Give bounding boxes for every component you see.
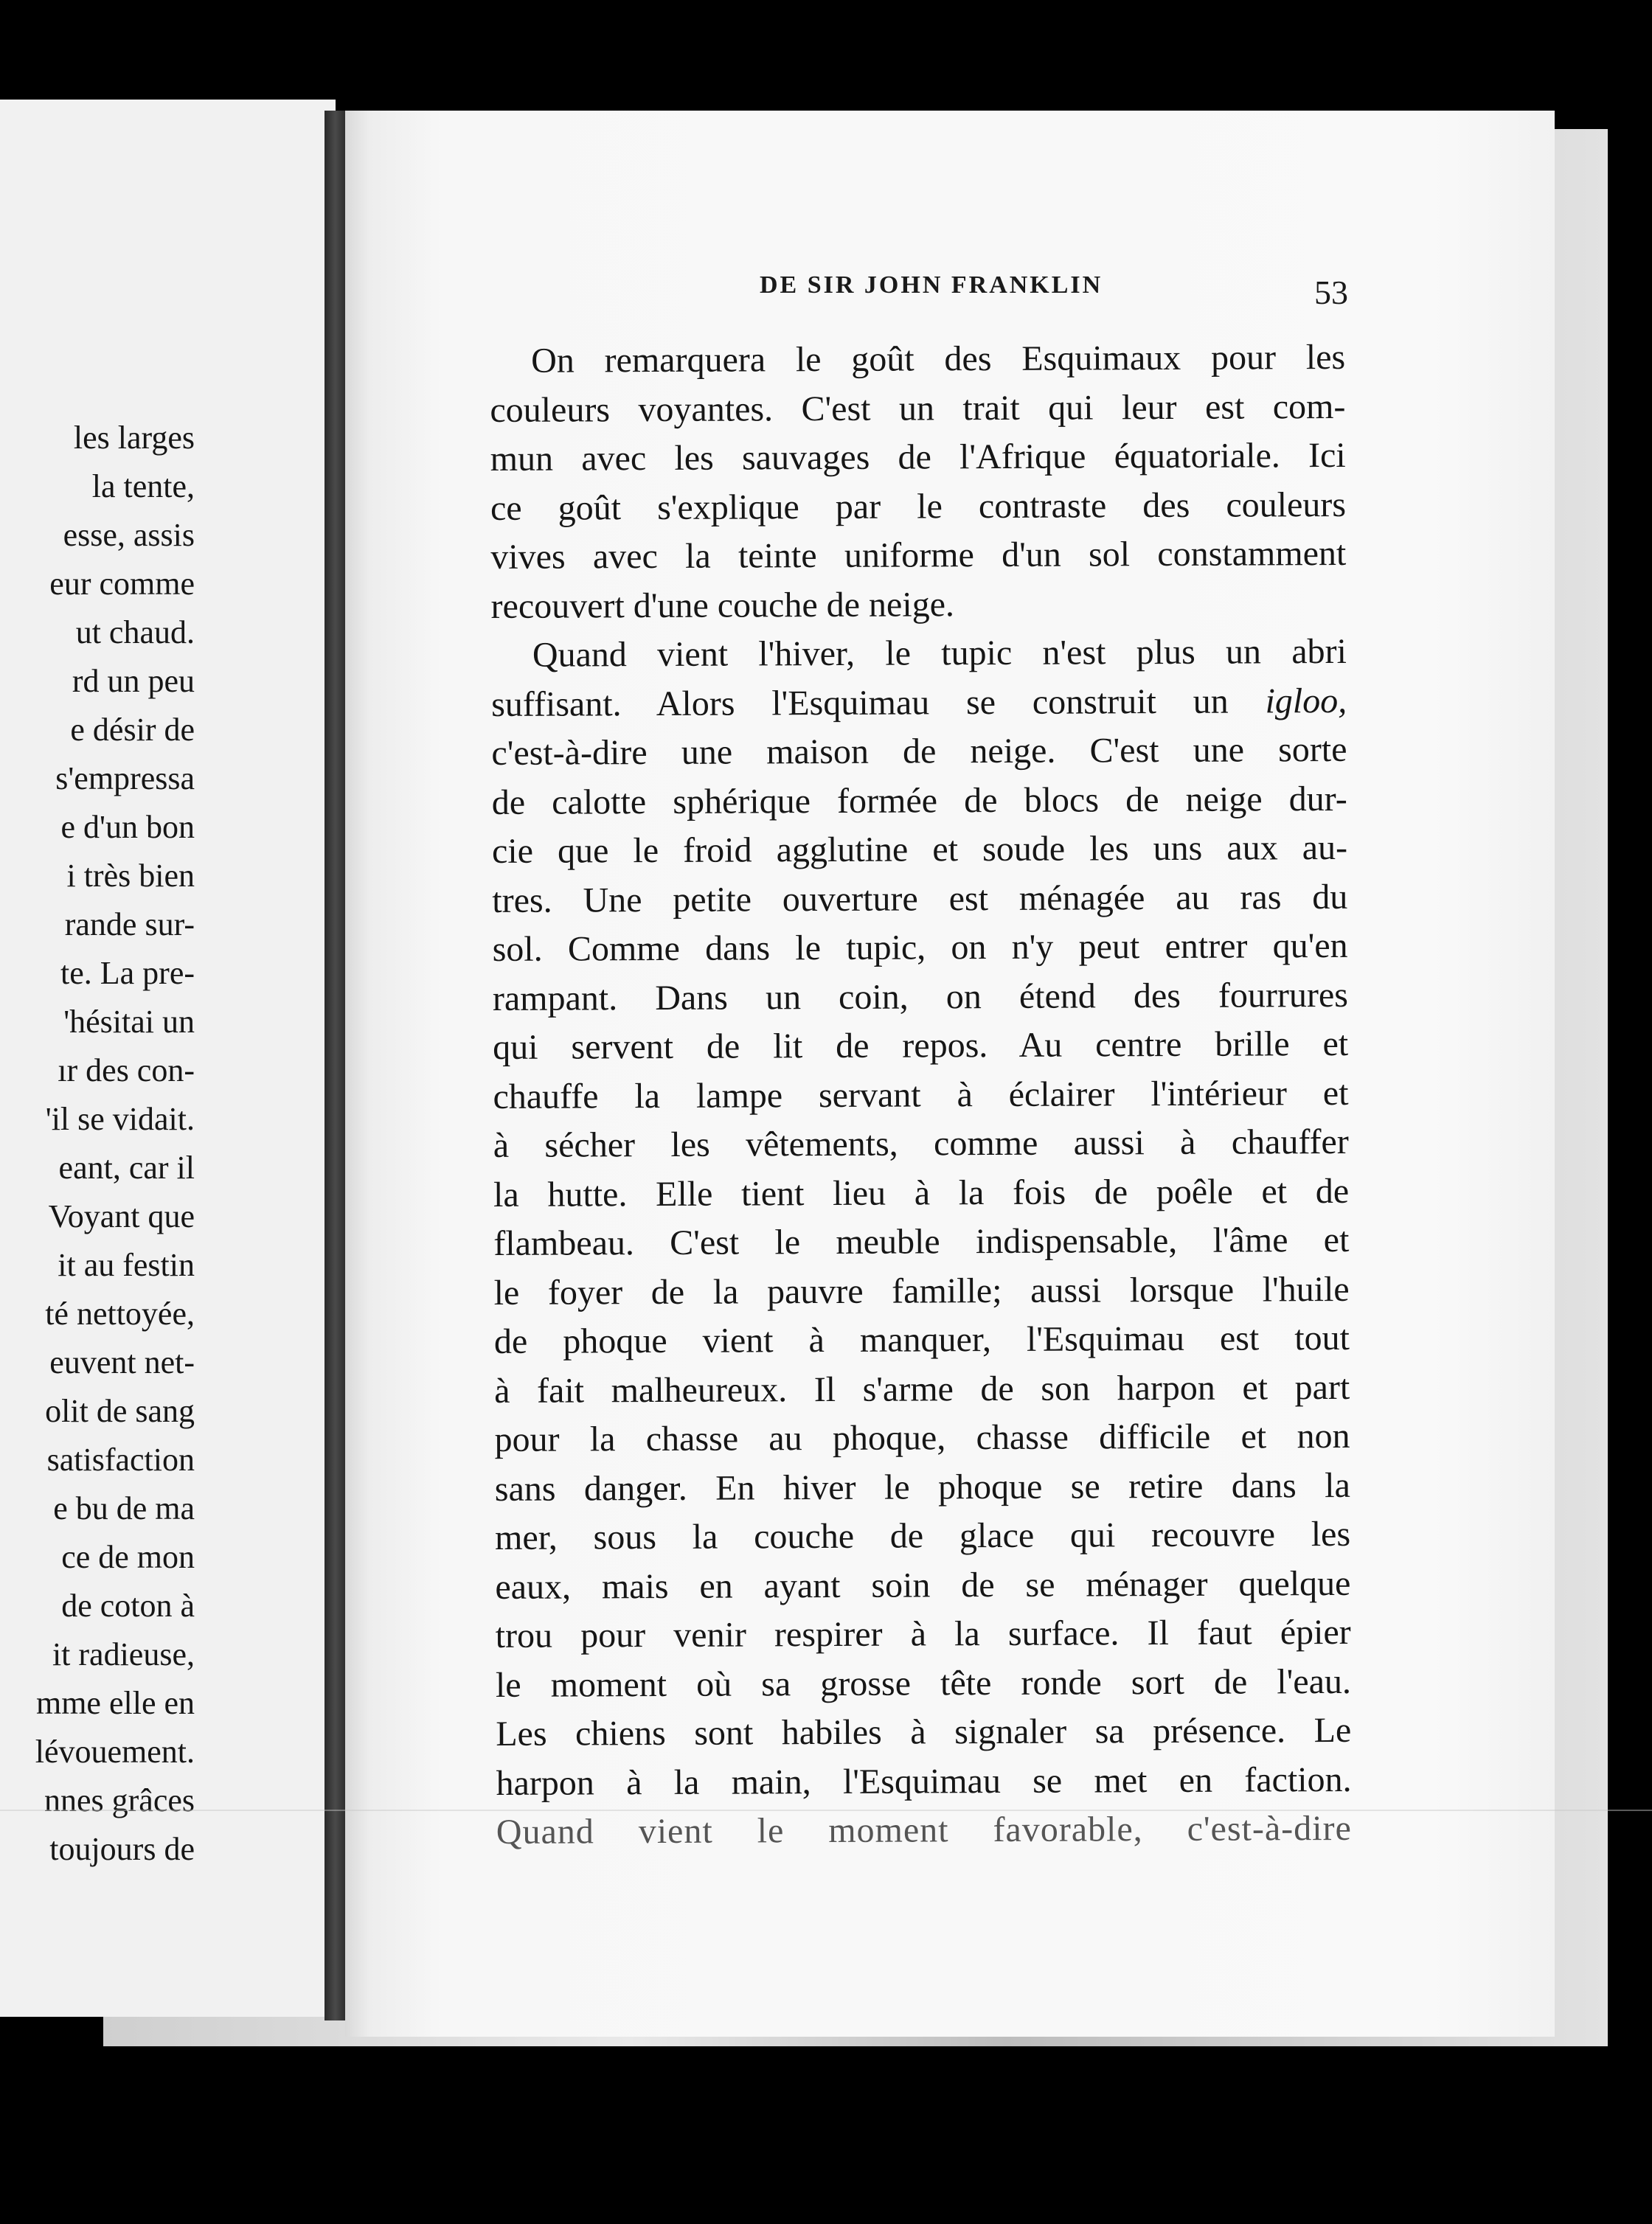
left-text-line: esse, assis	[63, 517, 195, 553]
text-line	[496, 1755, 1351, 1808]
main-text	[490, 333, 1352, 1858]
line-text: eaux, mais en ayant soin de se ménager quelque	[495, 1563, 1351, 1607]
left-text-line: i très bien	[66, 858, 195, 894]
text-line	[493, 970, 1348, 1024]
left-text-line: satisfaction	[46, 1442, 195, 1478]
text-line	[494, 1265, 1350, 1318]
text-line	[496, 1804, 1352, 1858]
left-text-line: eant, car il	[58, 1150, 195, 1186]
text-line	[493, 1216, 1349, 1269]
line-text: cie que le froid agglutine et soude les uns aux au-	[491, 827, 1348, 871]
line-text: à sécher les vêtements, comme aussi à chauffer	[493, 1122, 1349, 1165]
text-line	[490, 529, 1346, 583]
text-line	[496, 1657, 1351, 1710]
line-text: couleurs voyantes. C'est un trait qui leur est com-	[490, 386, 1346, 430]
left-text-line: nnes grâces	[44, 1782, 195, 1818]
line-text: tres. Une petite ouverture est ménagée au ras du	[492, 877, 1348, 920]
line-text: flambeau. C'est le meuble indispensable, l'âme et	[493, 1220, 1350, 1263]
line-text: le moment où sa grosse tête ronde sort de l'eau.	[495, 1661, 1352, 1705]
left-text-line: rande sur-	[64, 906, 195, 942]
left-text-line: olit de sang	[45, 1393, 195, 1429]
text-line	[490, 431, 1346, 484]
left-page-text	[10, 414, 195, 1874]
text-line	[490, 382, 1345, 435]
left-text-line: te. La pre-	[60, 955, 195, 991]
line-text: sol. Comme dans le tupic, on n'y peut entrer qu'en	[492, 925, 1348, 969]
left-text-line: rd un peu	[72, 663, 195, 699]
line-text: Quand vient le moment favorable, c'est-à-dire	[496, 1808, 1352, 1852]
text-line	[496, 1706, 1351, 1759]
left-text-line: les larges	[73, 420, 195, 456]
text-line	[493, 1068, 1348, 1122]
left-text-line: e désir de	[70, 712, 195, 748]
line-text: c'est-à-dire une maison de neige. C'est une sorte	[491, 729, 1347, 773]
line-text: On remarquera le goût des Esquimaux pour les	[531, 337, 1346, 380]
line-text: de phoque vient à manquer, l'Esquimau est tout	[493, 1318, 1350, 1361]
text-line	[492, 824, 1347, 877]
line-text: de calotte sphérique formée de blocs de neige dur-	[491, 779, 1347, 822]
text-line	[491, 676, 1347, 729]
line-text: pour la chasse au phoque, chasse difficile et non	[494, 1416, 1350, 1459]
text-line	[490, 480, 1346, 533]
left-text-line: eur comme	[49, 566, 195, 602]
text-line	[490, 578, 1346, 631]
text-line	[491, 628, 1347, 681]
left-text-line: it au festin	[58, 1247, 195, 1283]
text-line	[494, 1412, 1350, 1465]
left-page	[0, 100, 336, 2017]
left-text-line: Voyant que	[48, 1198, 195, 1234]
text-line	[493, 1118, 1349, 1171]
text-line	[493, 1020, 1348, 1073]
line-text: Quand vient l'hiver, le tupic n'est plus un abri	[532, 631, 1347, 675]
left-text-line: la tente,	[91, 468, 195, 504]
left-text-line: té nettoyée,	[45, 1296, 195, 1332]
line-text: recouvert d'une couche de neige.	[490, 584, 955, 626]
left-text-line: e d'un bon	[60, 809, 195, 845]
line-text: rampant. Dans un coin, on étend des fourrures	[492, 975, 1349, 1018]
text-line	[494, 1363, 1350, 1416]
left-text-line: mme elle en	[35, 1685, 195, 1721]
line-text: trou pour venir respirer à la surface. Il faut épier	[495, 1612, 1351, 1655]
left-text-line: ır des con-	[58, 1052, 195, 1088]
text-line	[495, 1510, 1350, 1563]
left-text-line: euvent net-	[49, 1344, 195, 1380]
left-text-line: 'hésitai un	[63, 1004, 195, 1040]
line-text: ce goût s'explique par le contraste des couleurs	[490, 484, 1347, 528]
line-text: vives avec la teinte uniforme d'un sol constamment	[490, 533, 1347, 577]
left-text-line: toujours de	[49, 1831, 195, 1867]
text-line	[495, 1559, 1350, 1612]
text-line	[494, 1314, 1350, 1367]
scan-artifact-line	[0, 1810, 1652, 1811]
left-text-line: e bu de ma	[53, 1490, 195, 1526]
text-line	[492, 922, 1347, 975]
left-text-line: 'il se vidait.	[45, 1101, 195, 1137]
text-line	[493, 1167, 1349, 1220]
text-line	[492, 872, 1347, 925]
left-text-line: de coton à	[61, 1588, 195, 1624]
line-text: mun avec les sauvages de l'Afrique équatoriale. Ici	[490, 435, 1346, 479]
page-number: 53	[1314, 274, 1348, 311]
line-text: harpon à la main, l'Esquimau se met en faction.	[496, 1759, 1352, 1803]
line-text: chauffe la lampe servant à éclairer l'intérieur et	[493, 1073, 1349, 1116]
line-text: sans danger. En hiver le phoque se retire dans la	[494, 1465, 1350, 1509]
left-text-line: s'empressa	[55, 760, 195, 796]
text-line	[495, 1461, 1350, 1514]
text-line	[496, 1608, 1351, 1661]
left-text-line: lévouement.	[35, 1734, 195, 1770]
left-text-line: ce de mon	[61, 1539, 195, 1575]
line-text: qui servent de lit de repos. Au centre brille et	[493, 1024, 1349, 1067]
line-text: mer, sous la couche de glace qui recouvre les	[494, 1514, 1351, 1557]
line-text: Les chiens sont habiles à signaler sa présence. Le	[496, 1710, 1352, 1754]
line-text: suffisant. Alors l'Esquimau se construit un	[491, 681, 1229, 724]
left-text-line: it radieuse,	[52, 1636, 195, 1672]
running-header: DE SIR JOHN FRANKLIN	[760, 271, 1103, 299]
text-line	[491, 726, 1347, 779]
text-line	[490, 333, 1345, 386]
left-text-line: ut chaud.	[75, 614, 195, 650]
line-text: à fait malheureux. Il s'arme de son harpon et part	[494, 1367, 1350, 1411]
italic-word: igloo,	[1265, 681, 1347, 720]
line-text: la hutte. Elle tient lieu à la fois de poêle et de	[493, 1171, 1350, 1214]
line-text: le foyer de la pauvre famille; aussi lorsque l'huile	[493, 1269, 1350, 1313]
text-line	[492, 774, 1347, 827]
